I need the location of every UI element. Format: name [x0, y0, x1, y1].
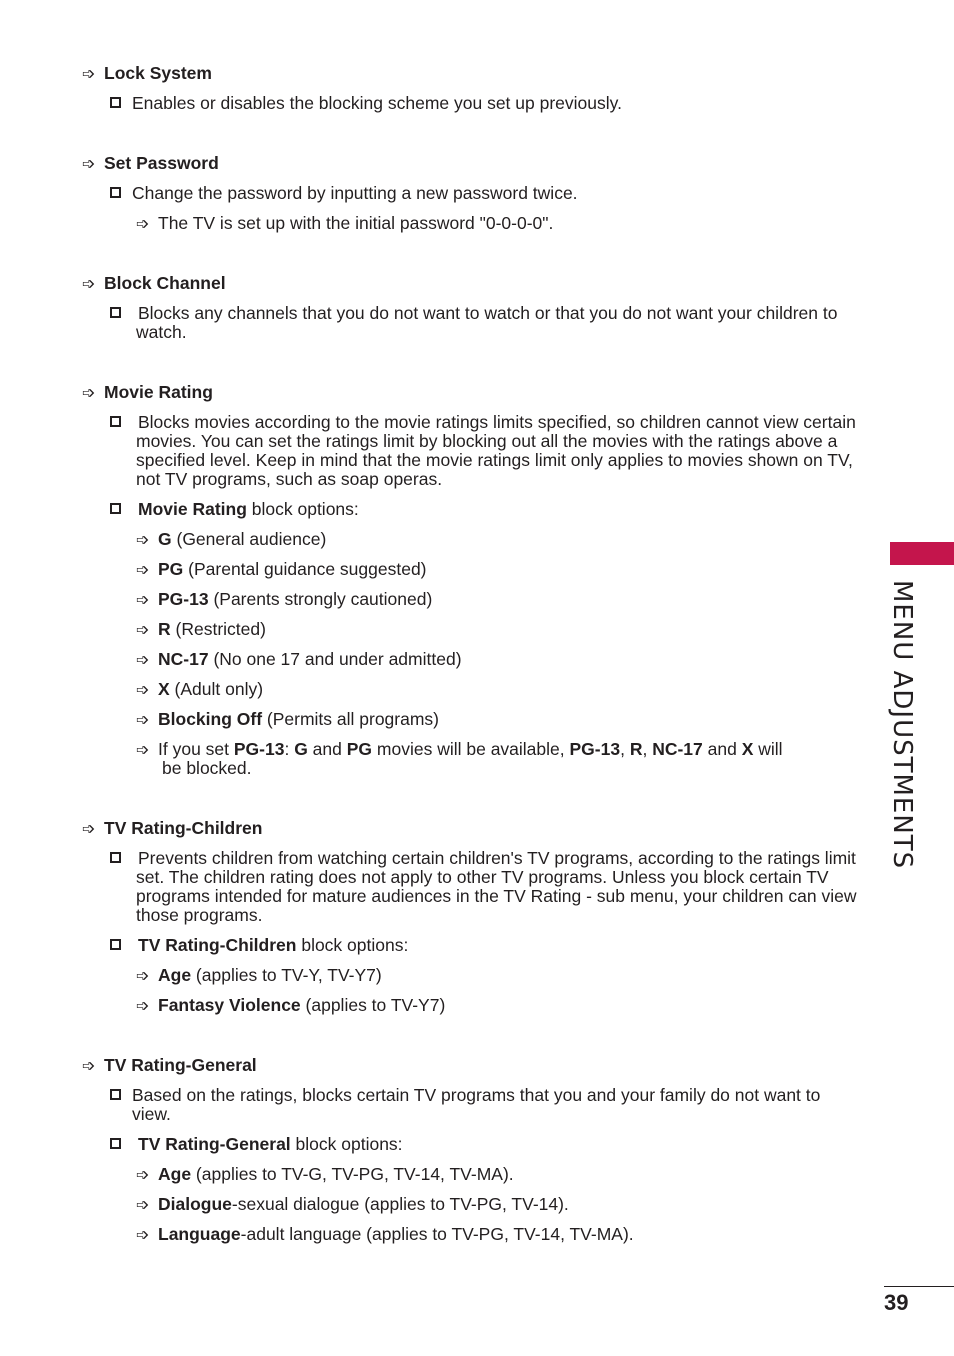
movie-option: ➩ X (Adult only): [136, 679, 264, 699]
tv-general-option: ➩ Language-adult language (applies to TV-PG, TV-14, TV-MA).: [136, 1224, 634, 1244]
block-channel-desc: Blocks any channels that you do not want to watch or that you do not want your children to watch.: [110, 304, 855, 342]
arrow-icon: ➩: [82, 66, 96, 83]
movie-rating-example: ➩ If you set PG-13: G and PG movies will be available, PG-13, R, NC-17 and X will: [136, 739, 783, 759]
arrow-icon: ➩: [136, 712, 150, 729]
page-number-rule: [884, 1286, 954, 1287]
movie-option: ➩ G (General audience): [136, 529, 327, 549]
arrow-icon: ➩: [82, 276, 96, 293]
checkbox-icon: [110, 187, 121, 198]
arrow-icon: ➩: [136, 216, 150, 233]
set-password-desc: Change the password by inputting a new password twice.: [110, 184, 578, 203]
checkbox-icon: [110, 307, 121, 318]
tv-rating-general-options-label: TV Rating-General block options:: [110, 1135, 403, 1154]
arrow-icon: ➩: [136, 592, 150, 609]
checkbox-icon: [110, 416, 121, 427]
arrow-icon: ➩: [136, 1197, 150, 1214]
arrow-icon: ➩: [136, 652, 150, 669]
set-password-note: ➩ The TV is set up with the initial password "0-0-0-0".: [136, 213, 554, 233]
movie-option: ➩ PG-13 (Parents strongly cautioned): [136, 589, 433, 609]
arrow-icon: ➩: [136, 742, 150, 759]
chapter-tab-marker: [890, 542, 954, 565]
movie-option: ➩ NC-17 (No one 17 and under admitted): [136, 649, 462, 669]
section-heading-set-password: ➩ Set Password: [82, 153, 219, 173]
arrow-icon: ➩: [82, 385, 96, 402]
tv-general-option: ➩ Dialogue-sexual dialogue (applies to TV-PG, TV-14).: [136, 1194, 569, 1214]
page-number: 39: [884, 1290, 909, 1315]
movie-rating-example-cont: be blocked.: [162, 758, 252, 778]
section-heading-movie-rating: ➩ Movie Rating: [82, 382, 213, 402]
arrow-icon: ➩: [82, 1058, 96, 1075]
arrow-icon: ➩: [82, 156, 96, 173]
arrow-icon: ➩: [136, 682, 150, 699]
tv-children-option: ➩ Fantasy Violence (applies to TV-Y7): [136, 995, 446, 1015]
movie-option: ➩ PG (Parental guidance suggested): [136, 559, 427, 579]
arrow-icon: ➩: [136, 998, 150, 1015]
arrow-icon: ➩: [136, 968, 150, 985]
movie-rating-desc: Blocks movies according to the movie ratings limits specified, so children cannot view certain movies. You can set the ratings limit by blocking out all the movies with the ratings above a specified level. Keep in mind that the movie ratings limit only applies to movies shown on TV, not TV programs, such as soap operas.: [110, 413, 858, 489]
section-heading-lock-system: ➩ Lock System: [82, 63, 212, 83]
tv-rating-general-desc: Based on the ratings, blocks certain TV programs that you and your family do not want to view.: [110, 1086, 858, 1124]
movie-rating-options-label: Movie Rating block options:: [110, 500, 359, 519]
movie-option: ➩ R (Restricted): [136, 619, 266, 639]
arrow-icon: ➩: [82, 821, 96, 838]
checkbox-icon: [110, 939, 121, 950]
section-heading-tv-rating-general: ➩ TV Rating-General: [82, 1055, 257, 1075]
arrow-icon: ➩: [136, 1167, 150, 1184]
checkbox-icon: [110, 852, 121, 863]
tv-rating-children-options-label: TV Rating-Children block options:: [110, 936, 408, 955]
arrow-icon: ➩: [136, 562, 150, 579]
checkbox-icon: [110, 1138, 121, 1149]
tv-children-option: ➩ Age (applies to TV-Y, TV-Y7): [136, 965, 382, 985]
arrow-icon: ➩: [136, 532, 150, 549]
chapter-side-label: MENU ADJUSTMENTS: [887, 580, 917, 870]
checkbox-icon: [110, 503, 121, 514]
lock-system-desc: Enables or disables the blocking scheme you set up previously.: [110, 94, 622, 113]
section-heading-block-channel: ➩ Block Channel: [82, 273, 226, 293]
movie-option: ➩ Blocking Off (Permits all programs): [136, 709, 440, 729]
checkbox-icon: [110, 97, 121, 108]
tv-rating-children-desc: Prevents children from watching certain children's TV programs, according to the ratings limit set. The children rating does not apply to other TV programs. Unless you block certain TV programs intended for mature audiences in the TV Rating - sub menu, your children can view those programs.: [110, 849, 860, 925]
arrow-icon: ➩: [136, 622, 150, 639]
arrow-icon: ➩: [136, 1227, 150, 1244]
checkbox-icon: [110, 1089, 121, 1100]
section-heading-tv-rating-children: ➩ TV Rating-Children: [82, 818, 263, 838]
tv-general-option: ➩ Age (applies to TV-G, TV-PG, TV-14, TV-MA).: [136, 1164, 514, 1184]
